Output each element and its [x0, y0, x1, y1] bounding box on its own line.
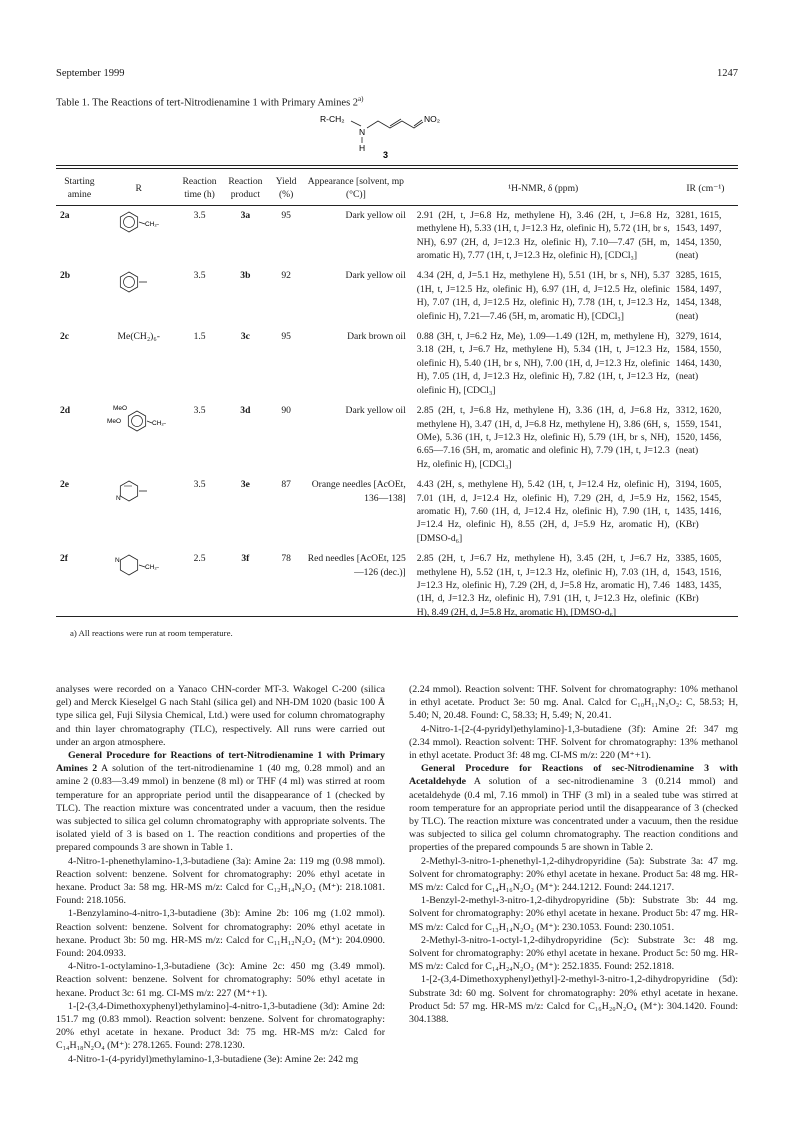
product-cell: 3e — [240, 479, 250, 491]
paragraph-text: 4-Nitro-1-(4-pyridyl)methylamino-1,3-butadiene (3e): Amine 2e: 242 mg — [68, 1053, 359, 1065]
ir-cell: 3194, 1605, 1562, 1545, 1435, 1416, (KBr) — [675, 479, 722, 531]
paragraph-text: 2-Methyl-3-nitro-1-phenethyl-1,2-dihydropyridine (5a): Substrate 3a: 47 mg. Solvent for chromatography: 20% ethyl acetate in hexane. Product 5a: 48 mg. HR-MS m/z: Calcd for C₁₄H₁₆N₂O₂ (M⁺): 244.1212. Found: 244.1217. — [409, 855, 738, 894]
r-group-text: Me(CH₂)₆- — [117, 331, 160, 343]
body-paragraph — [56, 907, 385, 960]
header-ir: IR (cm⁻¹) — [686, 182, 725, 194]
running-header-date: September 1999 — [56, 68, 125, 79]
nmr-cell: 4.34 (2H, d, J=5.1 Hz, methylene H), 5.51 (1H, br s, NH), 5.37 (1H, t, J=12.5 Hz, olefinic H), 6.97 (1H, d, J=12.5 Hz, olefinic H), 7.07 (1H, d, J=12.5 Hz, olefinic H), 7.78 (1H, t, J=12.3 Hz, olefinic H), 7.21—7.46 (5H, m, aromatic H), [CDCl₃] — [416, 270, 670, 322]
paragraph-text: 4-Nitro-1-phenethylamino-1,3-butadiene (3a): Amine 2a: 119 mg (0.98 mmol). Reaction solvent: benzene. Solvent for chromatography: 20% ethyl acetate in hexane. Product 3a: 58 mg. HR-MS m/z: Calcd for C₁₂H₁₄N₂O₂ (M⁺): 218.1081. Found: 218.1056. — [56, 855, 385, 907]
paragraph-text: 1-Benzylamino-4-nitro-1,3-butadiene (3b): Amine 2b: 106 mg (1.02 mmol). Reaction solvent: benzene. Solvent for chromatography: 20% ethyl acetate in hexane. Product 3b: 50 mg. HR-MS m/z: Calcd for C₁₁H₁₂N₂O₂ (M⁺): 204.0900. Found: 204.0933. — [56, 908, 385, 960]
starting-amine-cell: 2c — [60, 331, 70, 343]
product-cell: 3b — [240, 270, 251, 282]
reaction-time-cell: 3.5 — [193, 209, 206, 221]
yield-cell: 78 — [281, 553, 291, 565]
yield-cell: 87 — [281, 479, 291, 491]
paragraph-text: 1-[2-(3,4-Dimethoxyphenyl)ethyl]-2-methyl-3-nitro-1,2-dihydropyridine (5d): Substrate 3d: 60 mg. Solvent for chromatography: 20% ethyl acetate in hexane. Product 5d: 57 mg. HR-MS m/z: Calcd for C₁₆H₂₀N₂O₄ (M⁺): 304.1420. Found: 304.1388. — [409, 974, 738, 1026]
paragraph-text: A solution of the tert-nitrodienamine 1 (40 mg, 0.28 mmol) and an amine 2 (0.83—3.49 mmol) in benzene (8 ml) or THF (4 ml) was stirred at room temperature for an appropriate period until the disappearance of 1 (checked by TLC). The reaction mixture was concentrated under a vacuum, then the residue was subjected to silica gel column chromatography with appropriate solvents. The isolated yield of 3 is based on 1. The reaction conditions and properties of the prepared compounds 3 are shown in Table 1. — [56, 763, 385, 854]
paragraph-text: analyses were recorded on a Yanaco CHN-corder MT-3. Wakogel C-200 (silica gel) and Merck Kieselgel G nach Stahl (silica gel) and NH-DM 1020 (basic 100 Å type silica gel, Fuji Silysia Chemical, Ltd.) were used for column chromatography and thin layer chromatography (TLC), respectively. All runs were carried out under an argon atmosphere. — [56, 684, 385, 748]
appearance-cell: Dark yellow oil — [345, 209, 406, 221]
dimethoxyphenylmethyl-icon — [107, 404, 171, 432]
body-paragraph — [409, 934, 738, 974]
nmr-cell: 2.85 (2H, t, J=6.7 Hz, methylene H), 3.45 (2H, t, J=6.7 Hz, methylene H), 5.52 (1H, t, J=12.3 Hz, olefinic H), 7.03 (1H, d, J=12.3 Hz, olefinic H), 7.29 (2H, d, J=5.8 Hz, aromatic H), 7.46 (1H, d, J=12.3 Hz, olefinic H), 7.91 (1H, t, J=12.3 Hz, olefinic H), 8.49 (2H, d, J=5.8 Hz, aromatic H), [DMSO-d₆] — [416, 553, 670, 618]
reactions-table — [56, 175, 738, 623]
paragraph-heading: General Procedure for Reactions of tert-Nitrodienamine 1 with Primary Amines 2 — [56, 750, 385, 775]
appearance-cell: Dark yellow oil — [345, 270, 406, 282]
yield-cell: 95 — [281, 331, 291, 343]
appearance-cell: Orange needles [AcOEt, 136—138] — [311, 479, 406, 504]
table-footnote: a) All reactions were run at room temperature. — [70, 628, 233, 638]
table-header-row — [56, 175, 738, 206]
product-cell: 3d — [240, 405, 251, 417]
nmr-cell: 4.43 (2H, s, methylene H), 5.42 (1H, t, J=12.4 Hz, olefinic H), 7.01 (1H, d, J=12.4 Hz, olefinic H), 7.29 (2H, d, J=5.9 Hz, aromatic H), 7.60 (1H, d, J=12.4 Hz, olefinic H), 7.90 (1H, t, J=12.4 Hz, olefinic H), 8.55 (2H, d, J=5.9 Hz, aromatic H), [DMSO-d₆] — [416, 479, 670, 544]
yield-cell: 90 — [281, 405, 291, 417]
body-paragraph — [409, 894, 738, 934]
appearance-cell: Dark yellow oil — [345, 405, 406, 417]
reaction-time-cell: 3.5 — [193, 479, 206, 491]
table-row — [56, 206, 738, 267]
body-paragraph — [409, 855, 738, 895]
r-group-cell — [101, 549, 177, 623]
body-paragraph — [56, 960, 385, 1000]
ir-cell: 3285, 1615, 1584, 1497, 1454, 1348, (neat) — [675, 270, 722, 322]
body-right-column — [409, 683, 738, 1026]
ch2-label: CH₂- — [144, 564, 159, 572]
ir-cell: 3281, 1615, 1543, 1497, 1454, 1350, (neat) — [675, 209, 722, 262]
body-paragraph — [56, 1000, 385, 1053]
table-top-rule-2 — [56, 168, 738, 169]
pyridin-4-yl-icon — [107, 478, 171, 506]
body-paragraph — [409, 723, 738, 763]
body-paragraph — [56, 749, 385, 855]
paragraph-text: A solution of a sec-nitrodienamine 3 (0.214 mmol) and acetaldehyde (0.4 ml, 7.16 mmol) in THF (3 ml) in a sealed tube was stirred at room temperature for an appropriate period until the disappearance of 3 (checked by TLC). The reaction mixture was concentrated under a vacuum, then the residue was subjected to silica gel column chromatography. The reaction conditions and properties of the prepared compounds 5 are shown in Table 2. — [409, 776, 738, 854]
pyridin-4-ylmethyl-icon — [107, 552, 171, 580]
nmr-cell: 2.85 (2H, t, J=6.8 Hz, methylene H), 3.36 (1H, d, J=6.8 Hz, methylene H), 3.47 (1H, d, J=6.8 Hz, methylene H), 3.86 (6H, s, OMe), 5.36 (1H, t, J=12.3 Hz, olefinic H), 5.79 (1H, br s, NH), 6.65—7.16 (5H, m, aromatic and olefinic H), 7.79 (1H, t, J=12.3 Hz, olefinic H), [CDCl₃] — [416, 405, 670, 470]
meo-label-2: MeO — [106, 418, 121, 426]
body-left-column — [56, 683, 385, 1066]
header-reaction-time: Reaction time (h) — [182, 176, 217, 201]
nmr-cell: 2.91 (2H, t, J=6.8 Hz, methylene H), 3.46 (2H, t, J=6.8 Hz, methylene H), 5.33 (1H, t, J=12.3 Hz, olefinic H), 5.72 (1H, br s, NH), 6.97 (2H, d, J=12.3 Hz, olefinic H), 7.10—7.47 (5H, m, aromatic H), 7.77 (1H, t, J=12.3 Hz, olefinic H), [CDCl₃] — [416, 209, 670, 262]
ch2-label: CH₂- — [144, 220, 159, 228]
starting-amine-cell: 2a — [60, 209, 70, 221]
ch2-label: CH₂- — [151, 420, 166, 428]
paragraph-heading: General Procedure for Reactions of sec-Nitrodienamine 3 with Acetaldehyde — [409, 763, 738, 788]
paragraph-text: 1-Benzyl-2-methyl-3-nitro-1,2-dihydropyridine (5b): Substrate 3b: 44 mg. Solvent for chromatography: 20% ethyl acetate in hexane. Product 5b: 47 mg. HR-MS m/z: Calcd for C₁₃H₁₄N₂O₂ (M⁺): 230.1053. Found: 230.1051. — [409, 895, 738, 933]
r-group-cell — [101, 401, 177, 475]
paragraph-text: 2-Methyl-3-nitro-1-octyl-1,2-dihydropyridine (5c): Substrate 3c: 48 mg. Solvent for chromatography: 20% ethyl acetate in hexane. Product 5c: 50 mg. HR-MS m/z: Calcd for C₁₄H₂₄N₂O₂ (M⁺): 252.1835. Found: 252.1818. — [409, 934, 738, 973]
header-appearance: Appearance [solvent, mp (°C)] — [307, 176, 404, 201]
structure-h-label: H — [359, 143, 366, 153]
structure-left-label: R-CH₂ — [320, 114, 345, 124]
product-cell: 3a — [240, 209, 251, 221]
starting-amine-cell: 2f — [60, 553, 68, 565]
phenylmethyl-icon — [107, 209, 171, 237]
reaction-time-cell: 1.5 — [193, 331, 206, 343]
table-row — [56, 549, 738, 623]
header-starting-amine: Starting amine — [64, 176, 95, 201]
n-label: N — [115, 495, 121, 503]
header-r: R — [135, 182, 142, 194]
table-row — [56, 401, 738, 475]
phenyl-icon — [107, 269, 171, 297]
structure-number: 3 — [383, 150, 389, 160]
body-paragraph — [409, 762, 738, 854]
body-paragraph — [409, 683, 738, 723]
header-yield: Yield (%) — [275, 176, 297, 201]
table-row — [56, 475, 738, 549]
header-nmr: ¹H-NMR, δ (ppm) — [508, 182, 579, 194]
reaction-time-cell: 3.5 — [193, 270, 206, 282]
table-caption: Table 1. The Reactions of tert-Nitrodienamine 1 with Primary Amines 2$^{a)}$ — [56, 95, 364, 109]
appearance-cell: Dark brown oil — [347, 331, 406, 343]
table-top-rule — [56, 165, 738, 166]
body-paragraph — [56, 683, 385, 749]
starting-amine-cell: 2b — [60, 270, 71, 282]
paragraph-text: 4-Nitro-1-[2-(4-pyridyl)ethylamino]-1,3-butadiene (3f): Amine 2f: 347 mg (2.34 mmol). Reaction solvent: THF. Solvent for chromatography: 13% methanol in ethyl acetate. Product 3f: 48 mg. CI-MS m/z: 220 (M⁺+1). — [409, 723, 738, 762]
meo-label-1: MeO — [112, 405, 127, 413]
r-group-cell — [101, 266, 177, 327]
r-group-cell — [101, 206, 177, 267]
r-group-cell — [101, 475, 177, 549]
reaction-time-cell: 3.5 — [193, 405, 206, 417]
reaction-time-cell: 2.5 — [193, 553, 206, 565]
paragraph-text: 4-Nitro-1-octylamino-1,3-butadiene (3c): Amine 2c: 450 mg (3.49 mmol). Reaction solvent: benzene. Solvent for chromatography: 50% ethyl acetate in hexane. Product 3c: 61 mg. CI-MS m/z: 227 (M⁺+1). — [56, 961, 385, 999]
starting-amine-cell: 2d — [60, 405, 71, 417]
paragraph-text: (2.24 mmol). Reaction solvent: THF. Solvent for chromatography: 10% methanol in ethyl acetate. Product 3e: 50 mg. Anal. Calcd for C₁₀H₁₁N₃O₂: C, 58.53; H, 5.40; N, 20.48. Found: C, 58.33; H, 5.49; N, 20.41. — [409, 684, 738, 722]
product-cell: 3f — [241, 553, 250, 565]
appearance-cell: Red needles [AcOEt, 125—126 (dec.)] — [307, 553, 406, 578]
body-paragraph — [56, 1053, 385, 1066]
r-group-cell — [101, 327, 177, 401]
paragraph-text: 1-[2-(3,4-Dimethoxyphenyl)ethylamino]-4-nitro-1,3-butadiene (3d): Amine 2d: 151.7 mg (0.83 mmol). Reaction solvent: benzene. Solvent for chromatography: 20% ethyl acetate in hexane. Product 3d: 75 mg. HR-MS m/z: Calcd for C₁₄H₁₈N₂O₄ (M⁺): 278.1265. Found: 278.1230. — [56, 1000, 385, 1052]
table-row — [56, 327, 738, 401]
nmr-cell: 0.88 (3H, t, J=6.2 Hz, Me), 1.09—1.49 (12H, m, methylene H), 3.18 (2H, t, J=6.7 Hz, methylene H), 5.34 (1H, t, J=12.3 Hz, olefinic H), 5.40 (1H, br s, NH), 7.00 (1H, d, J=12.3 Hz, olefinic H), 7.05 (1H, d, J=12.3 Hz, olefinic H), 7.82 (1H, t, J=12.3 Hz, olefinic H), [CDCl₃] — [416, 331, 670, 396]
body-paragraph — [56, 855, 385, 908]
table-row — [56, 266, 738, 327]
structure-no2-label: NO₂ — [424, 114, 441, 124]
structure-n-label: N — [359, 127, 366, 137]
ir-cell: 3385, 1605, 1543, 1516, 1483, 1435, (KBr) — [675, 553, 722, 605]
yield-cell: 92 — [281, 270, 291, 282]
yield-cell: 95 — [281, 209, 291, 221]
page-number: 1247 — [717, 68, 738, 79]
ir-cell: 3312, 1620, 1559, 1541, 1520, 1456, (neat) — [675, 405, 722, 457]
product-cell: 3c — [240, 331, 250, 343]
starting-amine-cell: 2e — [60, 479, 70, 491]
body-paragraph — [409, 973, 738, 1026]
ir-cell: 3279, 1614, 1584, 1550, 1464, 1430, (neat) — [675, 331, 722, 383]
compound-3-structure — [320, 110, 450, 160]
n-label: N — [114, 557, 120, 565]
header-reaction-product: Reaction product — [228, 176, 263, 201]
